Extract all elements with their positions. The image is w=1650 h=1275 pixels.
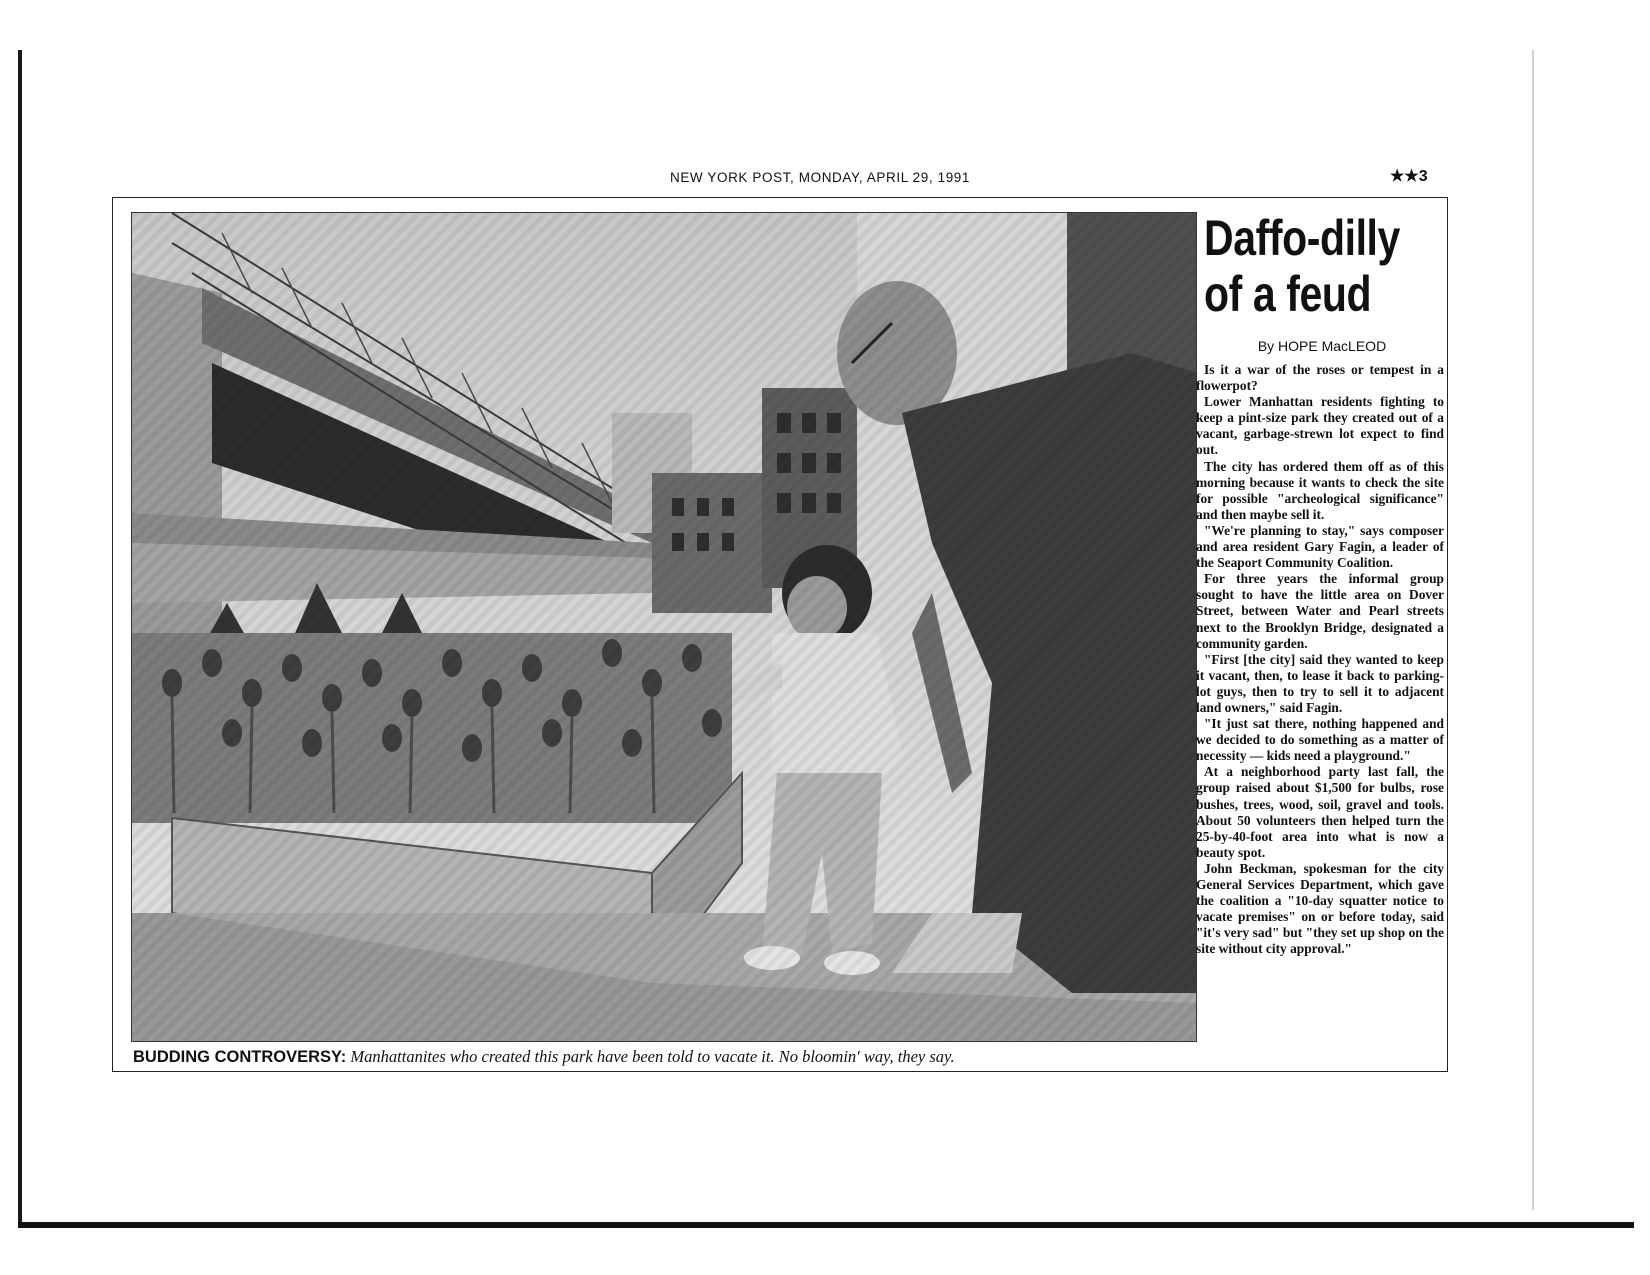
news-photo (131, 212, 1197, 1042)
article-paragraph: "First [the city] said they wanted to keep it vacant, then, to lease it back to parking-lot guys, then to try to sell it to adjacent land owners," said Fagin. (1196, 651, 1444, 715)
article-paragraph: Is it a war of the roses or tempest in a flowerpot? (1196, 362, 1444, 394)
scan-edge-right (1532, 50, 1534, 1210)
article-paragraph: For three years the informal group sought to have the little area on Dover Street, between Water and Pearl streets next to the Brooklyn Bridge, designated a community garden. (1196, 571, 1444, 651)
article-paragraph: The city has ordered them off as of this morning because it wants to check the site for possible "archeological significance" and then maybe sell it. (1196, 458, 1444, 522)
byline: By HOPE MacLEOD (1257, 338, 1387, 354)
photo-caption (133, 1047, 1195, 1067)
article-paragraph: "We're planning to stay," says composer and area resident Gary Fagin, a leader of the Seaport Community Coalition. (1196, 522, 1444, 571)
article-paragraph: At a neighborhood party last fall, the group raised about $1,500 for bulbs, rose bushes, trees, wood, soil, gravel and tools. About 50 volunteers then helped turn the 25-by-40-foot area into what is now a beauty spot. (1196, 764, 1444, 860)
headline-line-1: Daffo-dilly (1204, 210, 1400, 266)
caption-text: Manhattanites who created this park have been told to vacate it. No bloomin' way, they say. (346, 1047, 955, 1066)
article-body (1196, 362, 1444, 957)
masthead: NEW YORK POST, MONDAY, APRIL 29, 1991 (669, 170, 971, 185)
article-paragraph: "It just sat there, nothing happened and we decided to do something as a matter of necessity — kids need a playground." (1196, 716, 1444, 764)
scan-edge-bottom (18, 1222, 1634, 1228)
caption-lead: BUDDING CONTROVERSY: (133, 1048, 347, 1066)
article-paragraph: John Beckman, spokesman for the city General Services Department, which gave the coalition a "10-day squatter notice to vacate premises" on or before today, said "it's very sad" but "they set up shop on the site without city approval." (1196, 860, 1444, 957)
article-paragraph: Lower Manhattan residents fighting to keep a pint-size park they created out of a vacant, garbage-strewn lot expect to find out. (1196, 394, 1444, 458)
page-number: ★★3 (1390, 168, 1428, 185)
scan-edge-left (18, 50, 22, 1225)
headline (1204, 210, 1401, 322)
headline-line-2: of a feud (1204, 266, 1372, 322)
